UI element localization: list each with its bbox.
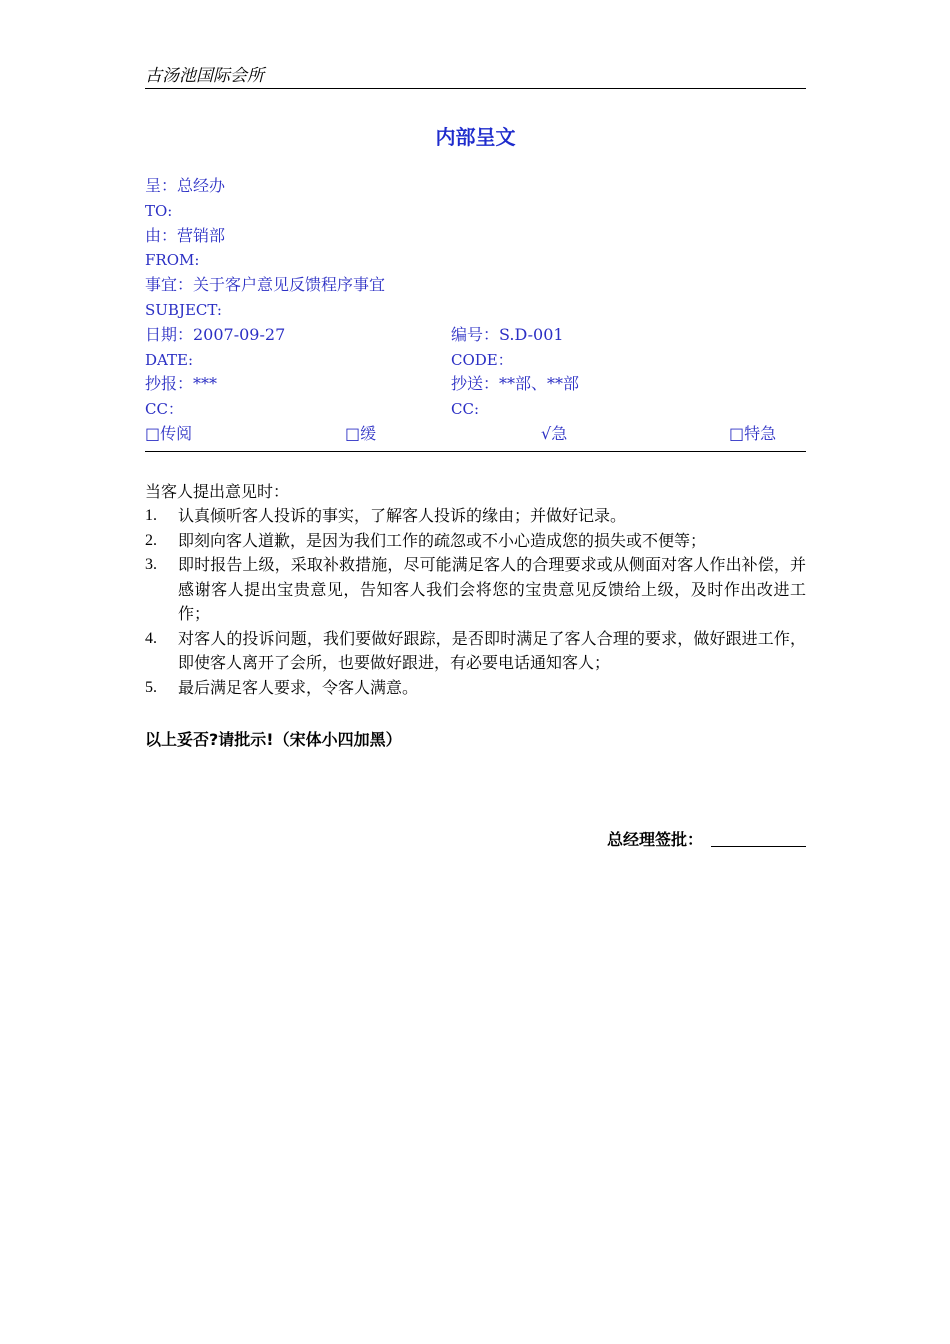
urgency-options xyxy=(145,422,806,448)
procedure-step xyxy=(145,504,806,529)
company-name: 古汤池国际会所 xyxy=(145,66,264,86)
checkmark-icon: √ xyxy=(541,423,552,443)
urgency-option-urgent[interactable] xyxy=(541,422,567,446)
signature-label: 总经理签批： xyxy=(606,830,703,849)
subject-field-en: SUBJECT: xyxy=(145,300,222,319)
signature-block xyxy=(607,828,806,852)
step-text: 认真倾听客人投诉的事实，了解客人投诉的缘由；并做好记录。 xyxy=(178,506,627,525)
copy-field: 抄送：**部、**部 xyxy=(451,374,580,394)
urgency-option-slow[interactable] xyxy=(345,422,376,446)
urgency-option-circulate[interactable] xyxy=(145,422,192,446)
memo-row-from-en xyxy=(145,248,806,273)
step-number: 3. xyxy=(145,556,157,573)
step-number: 1. xyxy=(145,507,157,524)
urgency-label: 特急 xyxy=(744,423,777,443)
report-field: 抄报：*** xyxy=(145,374,218,394)
approval-request: 以上妥否?请批示!（宋体小四加黑） xyxy=(145,730,402,749)
urgency-label: 缓 xyxy=(360,423,377,443)
urgency-option-very-urgent[interactable] xyxy=(729,422,776,446)
memo-row-subject xyxy=(145,273,806,298)
procedure-step xyxy=(145,553,806,627)
procedure-steps xyxy=(145,504,806,700)
header-divider xyxy=(145,451,806,452)
page-header xyxy=(145,64,806,89)
copy-field-en: CC: xyxy=(451,400,480,419)
from-field-en: FROM: xyxy=(145,251,200,270)
memo-row-date-code xyxy=(145,323,806,348)
step-number: 2. xyxy=(145,531,157,549)
memo-header xyxy=(145,174,806,448)
to-field: 呈：总经办 xyxy=(145,176,226,195)
memo-row-to xyxy=(145,174,806,199)
from-field: 由：营销部 xyxy=(145,225,226,245)
report-field-en: CC： xyxy=(145,400,183,419)
urgency-label: 传阅 xyxy=(160,423,193,443)
subject-field: 事宜：关于客户意见反馈程序事宜 xyxy=(145,275,386,295)
step-text: 对客人的投诉问题，我们要做好跟踪，是否即时满足了客人合理的要求，做好跟进工作，即使客人离开了会所，也要做好跟进，有必要电话通知客人； xyxy=(178,628,806,672)
checkbox-icon: □ xyxy=(145,423,161,443)
step-text: 最后满足客人要求，令客人满意。 xyxy=(178,677,419,697)
signature-line[interactable] xyxy=(711,828,806,847)
procedure-step xyxy=(145,676,806,701)
memo-row-subject-en xyxy=(145,298,806,323)
step-number: 5. xyxy=(145,678,157,696)
code-field: 编号：S.D-001 xyxy=(451,324,564,344)
checkbox-icon: □ xyxy=(345,423,361,443)
step-number: 4. xyxy=(145,629,157,647)
urgency-label: 急 xyxy=(551,423,568,443)
memo-row-from xyxy=(145,224,806,249)
memo-row-cc-en xyxy=(145,397,806,422)
body-intro: 当客人提出意见时： xyxy=(145,482,290,501)
date-field: 日期：2007-09-27 xyxy=(145,324,286,344)
checkbox-icon: □ xyxy=(729,423,745,443)
procedure-step xyxy=(145,529,806,554)
procedure-step xyxy=(145,627,806,676)
code-field-en: CODE： xyxy=(451,350,513,369)
memo-body xyxy=(145,480,806,700)
step-text: 即时报告上级，采取补救措施，尽可能满足客人的合理要求或从侧面对客人作出补偿，并感谢客人提出宝贵意见，告知客人我们会将您的宝贵意见反馈给上级，及时作出改进工作； xyxy=(178,555,806,623)
memo-row-cc xyxy=(145,372,806,397)
step-text: 即刻向客人道歉，是因为我们工作的疏忽或不小心造成您的损失或不便等； xyxy=(178,530,707,550)
date-field-en: DATE: xyxy=(145,350,194,369)
document-title: 内部呈文 xyxy=(435,125,516,149)
to-field-en: TO: xyxy=(145,201,173,220)
memo-row-date-code-en xyxy=(145,348,806,373)
memo-row-to-en xyxy=(145,199,806,224)
